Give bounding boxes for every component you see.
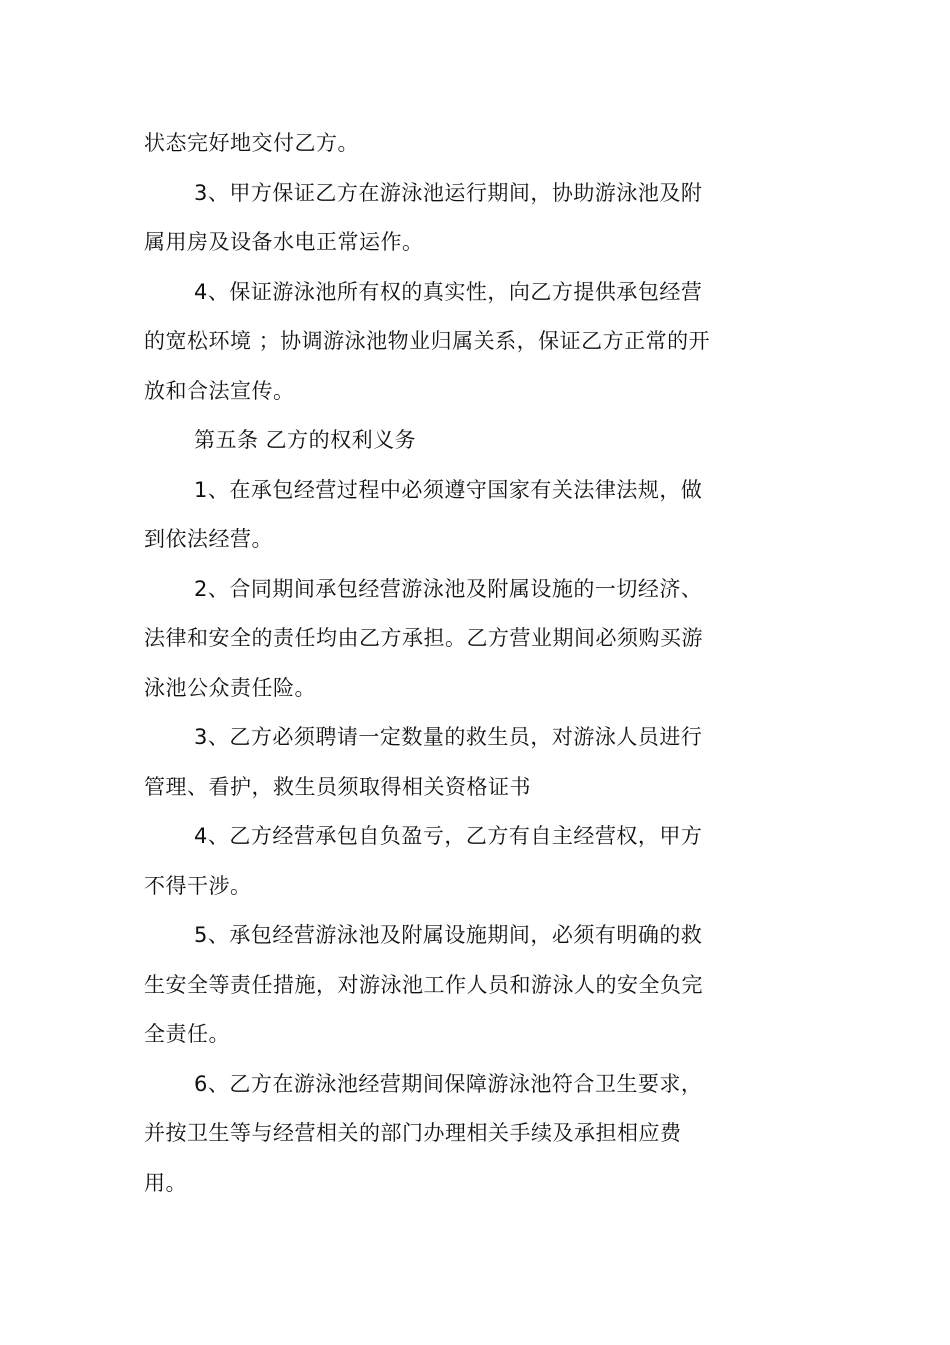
text-line: 状态完好地交付乙方。 (144, 131, 359, 155)
clause-3-line-1: 3、甲方保证乙方在游泳池运行期间，协助游泳池及附 (194, 180, 703, 205)
article-5-item-3-line-2: 管理、看护，救生员须取得相关资格证书 (144, 774, 531, 799)
article-5-item-2-line-2: 法律和安全的责任均由乙方承担。乙方营业期间必须购买游 (144, 626, 703, 650)
article-5-item-3-line-1: 3、乙方必须聘请一定数量的救生员，对游泳人员进行 (194, 725, 703, 749)
article-5-item-6-line-3: 用。 (144, 1170, 187, 1195)
article-5-item-4-line-1: 4、乙方经营承包自负盈亏，乙方有自主经营权，甲方 (194, 824, 703, 848)
article-5-item-5-line-2: 生安全等责任措施，对游泳池工作人员和游泳人的安全负完 (144, 972, 703, 997)
clause-4-line-2: 的宽松环境 ；协调游泳池物业归属关系，保证乙方正常的开 (144, 329, 711, 353)
document-body (144, 119, 754, 1208)
article-5-item-5-line-3: 全责任。 (144, 1022, 230, 1046)
clause-3-line-2: 属用房及设备水电正常运作。 (144, 230, 424, 254)
clause-4-line-1: 4、保证游泳池所有权的真实性，向乙方提供承包经营 (194, 279, 703, 304)
article-5-item-1-line-2: 到依法经营。 (144, 527, 273, 551)
article-5-item-4-line-2: 不得干涉。 (144, 873, 252, 898)
article-5-item-5-line-1: 5、承包经营游泳池及附属设施期间，必须有明确的救 (194, 923, 703, 947)
article-5-heading: 第五条 乙方的权利义务 (194, 428, 417, 452)
article-5-item-6-line-1: 6、乙方在游泳池经营期间保障游泳池符合卫生要求， (194, 1071, 703, 1096)
article-5-item-6-line-2: 并按卫生等与经营相关的部门办理相关手续及承担相应费 (144, 1121, 682, 1145)
article-5-item-2-line-3: 泳池公众责任险。 (144, 675, 316, 700)
clause-4-line-3: 放和合法宣传。 (144, 378, 295, 403)
article-5-item-1-line-1: 1、在承包经营过程中必须遵守国家有关法律法规，做 (194, 477, 703, 502)
article-5-item-2-line-1: 2、合同期间承包经营游泳池及附属设施的一切经济、 (194, 576, 703, 601)
